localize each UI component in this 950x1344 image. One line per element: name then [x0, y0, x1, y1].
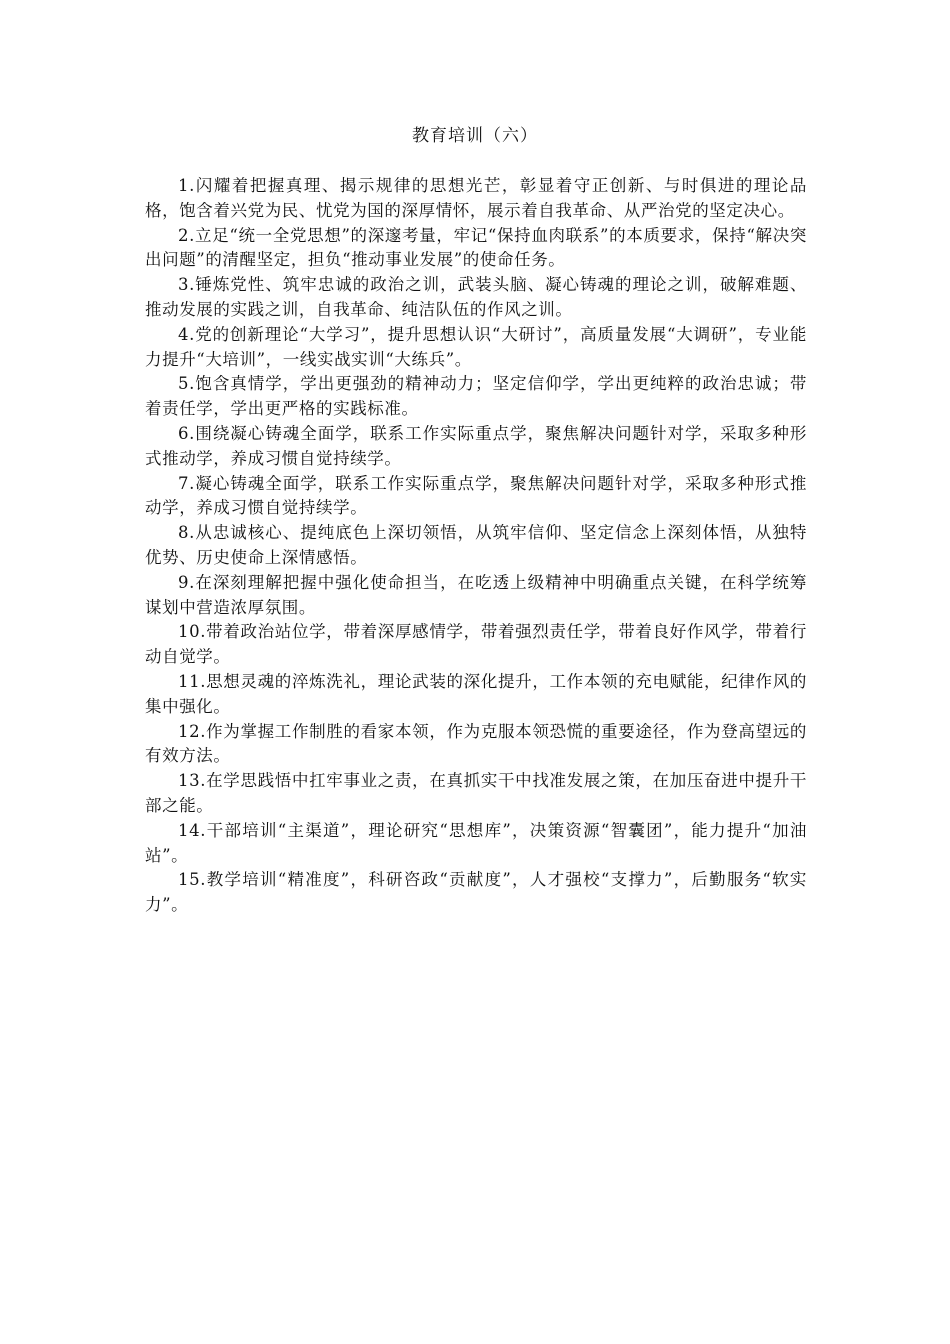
document-body — [145, 174, 807, 918]
paragraph-8: 8.从忠诚核心、提纯底色上深切领悟，从筑牢信仰、坚定信念上深刻体悟，从独特优势、历史使命上深情感悟。 — [145, 523, 807, 567]
paragraph-15: 15.教学培训“精准度”，科研咨政“贡献度”，人才强校“支撑力”，后勤服务“软实力”。 — [145, 870, 807, 915]
paragraph-7: 7.凝心铸魂全面学，联系工作实际重点学，聚焦解决问题针对学，采取多种形式推动学，养成习惯自觉持续学。 — [145, 473, 807, 518]
paragraph-3: 3.锤炼党性、筑牢忠诚的政治之训，武装头脑、凝心铸魂的理论之训，破解难题、推动发展的实践之训，自我革命、纯洁队伍的作风之训。 — [145, 275, 807, 319]
document-title: 教育培训（六） — [412, 126, 538, 146]
paragraph-5: 5.饱含真情学，学出更强劲的精神动力；坚定信仰学，学出更纯粹的政治忠诚；带着责任学，学出更严格的实践标准。 — [145, 374, 807, 419]
paragraph-13: 13.在学思践悟中扛牢事业之责，在真抓实干中找准发展之策，在加压奋进中提升干部之能。 — [145, 771, 807, 815]
paragraph-12: 12.作为掌握工作制胜的看家本领，作为克服本领恐慌的重要途径，作为登高望远的有效方法。 — [145, 721, 807, 766]
paragraph-11: 11.思想灵魂的淬炼洗礼，理论武装的深化提升，工作本领的充电赋能，纪律作风的集中强化。 — [145, 671, 807, 716]
paragraph-14: 14.干部培训“主渠道”，理论研究“思想库”，决策资源“智囊团”，能力提升“加油站”。 — [145, 820, 807, 865]
paragraph-2: 2.立足“统一全党思想”的深邃考量，牢记“保持血肉联系”的本质要求，保持“解决突出问题”的清醒坚定，担负“推动事业发展”的使命任务。 — [145, 225, 807, 270]
paragraph-9: 9.在深刻理解把握中强化使命担当，在吃透上级精神中明确重点关键，在科学统筹谋划中营造浓厚氛围。 — [145, 572, 807, 617]
paragraph-1: 1.闪耀着把握真理、揭示规律的思想光芒，彰显着守正创新、与时俱进的理论品格，饱含着兴党为民、忧党为国的深厚情怀，展示着自我革命、从严治党的坚定决心。 — [145, 176, 807, 220]
paragraph-4: 4.党的创新理论“大学习”，提升思想认识“大研讨”，高质量发展“大调研”，专业能力提升“大培训”，一线实战实训“大练兵”。 — [145, 324, 807, 369]
paragraph-6: 6.围绕凝心铸魂全面学，联系工作实际重点学，聚焦解决问题针对学，采取多种形式推动学，养成习惯自觉持续学。 — [145, 423, 807, 468]
paragraph-10: 10.带着政治站位学，带着深厚感情学，带着强烈责任学，带着良好作风学，带着行动自觉学。 — [145, 622, 807, 667]
